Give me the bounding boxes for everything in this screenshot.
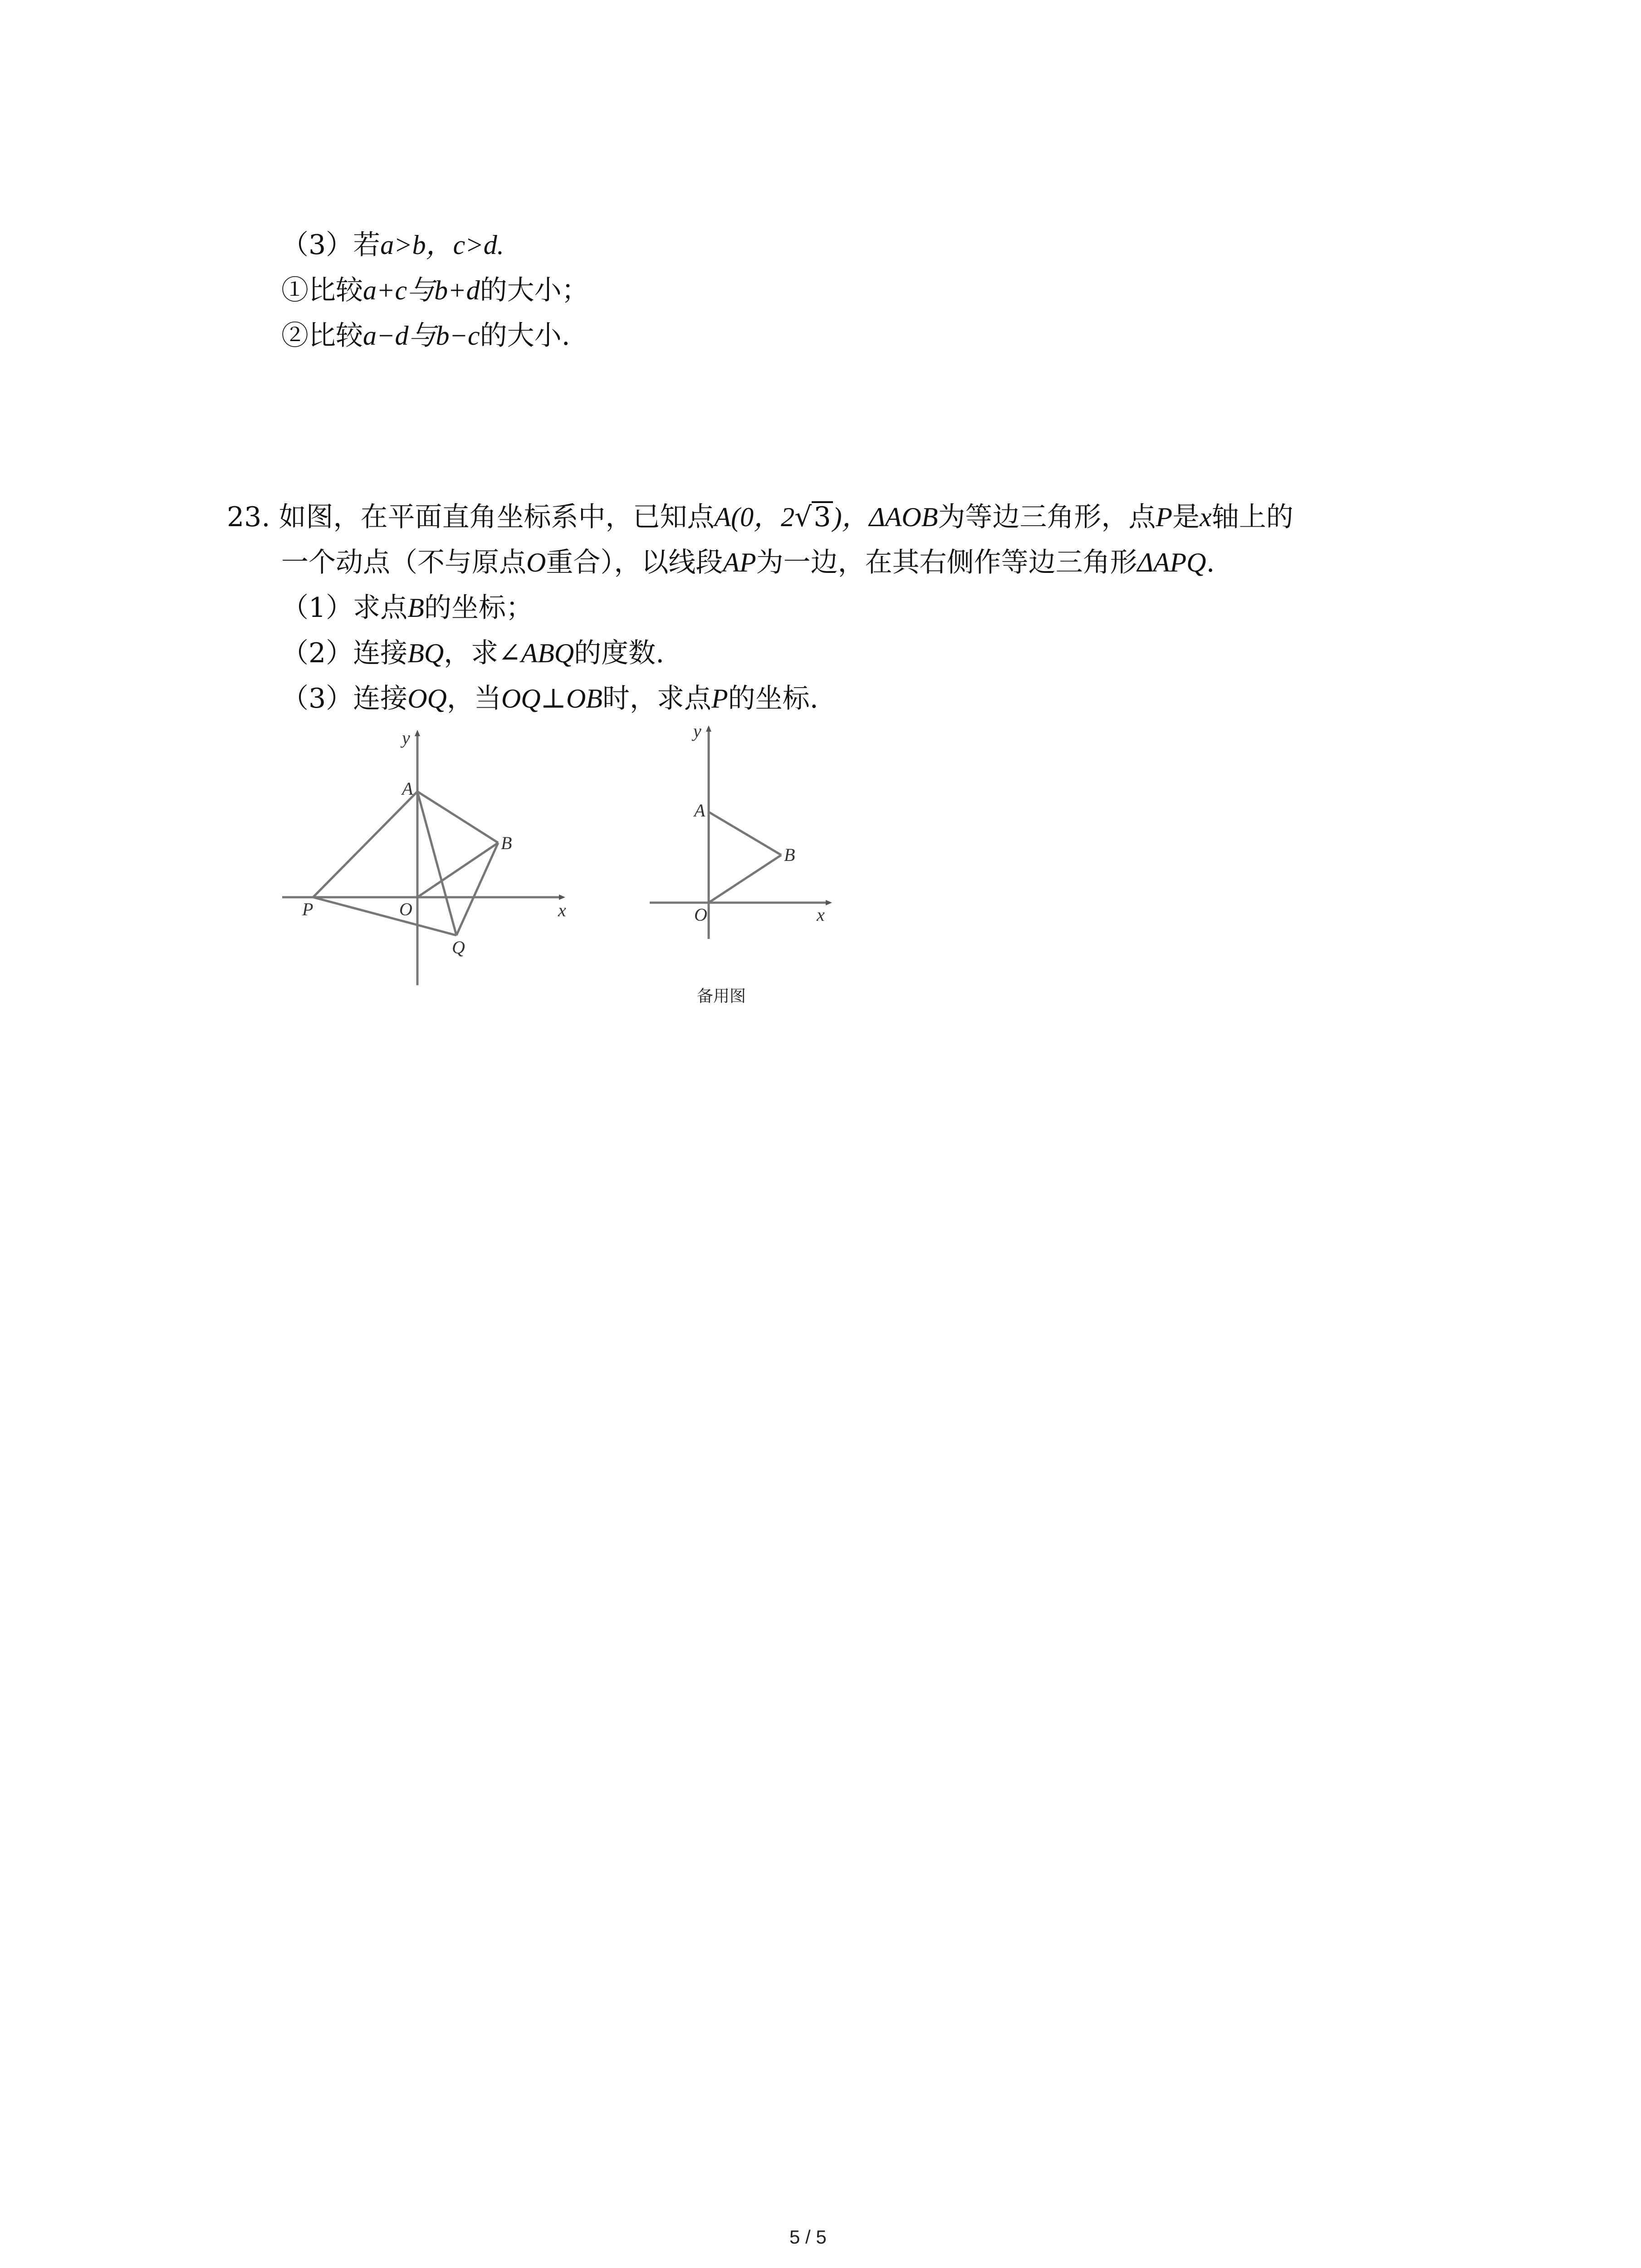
q23-sub3b: OQ xyxy=(407,684,447,714)
q23-sub3g: 的坐标. xyxy=(728,683,818,714)
part3-line3-suffix: 的大小. xyxy=(480,320,570,352)
page-number: 5 / 5 xyxy=(789,2226,827,2248)
q23-text2b: O xyxy=(526,547,546,577)
segment-PQ xyxy=(313,897,456,935)
q23-text1c: )， xyxy=(833,502,869,532)
part3-line2-expr: a+c与b+d xyxy=(363,275,480,305)
q23-text1h: x xyxy=(1200,502,1212,532)
part3-line2-prefix: ①比较 xyxy=(281,274,363,306)
q23-sub2a: （2）连接 xyxy=(281,637,408,669)
figure-main-diagram xyxy=(272,717,590,998)
q23-text1e: 为等边三角形，点 xyxy=(938,501,1156,533)
part3-line2 xyxy=(281,272,589,308)
q23-sub3e: 时，求点 xyxy=(602,683,711,714)
segment-AB xyxy=(709,812,781,855)
q23-sub1b: B xyxy=(407,593,424,623)
q23-sub1 xyxy=(281,590,533,626)
fig1-label-O: O xyxy=(399,899,412,919)
q23-text2g: . xyxy=(1206,547,1215,578)
q23-sub1a: （1）求点 xyxy=(281,592,408,624)
q23-text1g: 是 xyxy=(1172,501,1200,533)
q23-text2e: 为一边，在其右侧作等边三角形 xyxy=(756,547,1137,578)
q23-sub3c: ，当 xyxy=(446,683,501,714)
fig1-label-Q: Q xyxy=(452,937,465,958)
q23-text2d: AP xyxy=(723,547,756,577)
fig1-label-A: A xyxy=(402,778,413,799)
q23-line1 xyxy=(227,499,1293,535)
fig1-label-B: B xyxy=(501,833,512,853)
sqrt-symbol: √ xyxy=(794,501,812,533)
part3-line3 xyxy=(281,318,570,354)
q23-sub2b: BQ xyxy=(407,638,444,668)
part3-line3-expr: a−d与b−c xyxy=(363,321,480,351)
q23-text1b: A(0，2 xyxy=(714,502,795,532)
fig2-label-A: A xyxy=(694,800,705,821)
part3-line3-prefix: ②比较 xyxy=(281,320,363,352)
q23-text2c: 重合），以线段 xyxy=(546,547,723,578)
fig1-label-P: P xyxy=(302,899,314,919)
fig1-label-x: x xyxy=(558,900,566,920)
fig1-label-y: y xyxy=(402,728,410,748)
part3-line2-suffix: 的大小； xyxy=(480,274,589,306)
q23-line2 xyxy=(281,544,1215,581)
q23-sub3f: P xyxy=(711,684,728,714)
q23-text1i: 轴上的 xyxy=(1211,501,1293,533)
figure-backup-caption: 备用图 xyxy=(697,987,746,1006)
q23-number: 23. xyxy=(227,501,270,533)
q23-sub2c: ，求 xyxy=(444,637,499,669)
q23-sub3d: OQ⊥OB xyxy=(501,684,603,714)
part3-line1-prefix: （3）若 xyxy=(281,229,381,261)
part3-line1 xyxy=(281,227,504,263)
q23-sub1c: 的坐标； xyxy=(424,592,533,624)
q23-text2f: ΔAPQ xyxy=(1137,547,1206,577)
sqrt-expression xyxy=(794,499,833,535)
figure-backup-diagram xyxy=(635,717,853,943)
fig2-label-y: y xyxy=(693,721,701,741)
fig2-label-O: O xyxy=(694,904,707,925)
q23-text1a: 如图，在平面直角坐标系中，已知点 xyxy=(279,501,715,533)
q23-text2a: 一个动点（不与原点 xyxy=(281,547,526,578)
q23-sub3 xyxy=(281,680,818,717)
part3-line1-expr: a>b，c>d. xyxy=(380,230,504,260)
q23-text1f: P xyxy=(1156,502,1173,532)
q23-sub2 xyxy=(281,635,664,671)
q23-sub3a: （3）连接 xyxy=(281,683,408,714)
sqrt-radicand: 3 xyxy=(812,501,833,531)
q23-text1d: ΔAOB xyxy=(869,502,938,532)
q23-sub2e: 的度数. xyxy=(574,637,665,669)
segment-AP xyxy=(313,792,417,897)
segment-OB xyxy=(709,855,781,903)
q23-sub2d: ∠ABQ xyxy=(498,638,574,668)
fig2-label-x: x xyxy=(817,904,825,925)
fig2-label-B: B xyxy=(784,845,795,865)
